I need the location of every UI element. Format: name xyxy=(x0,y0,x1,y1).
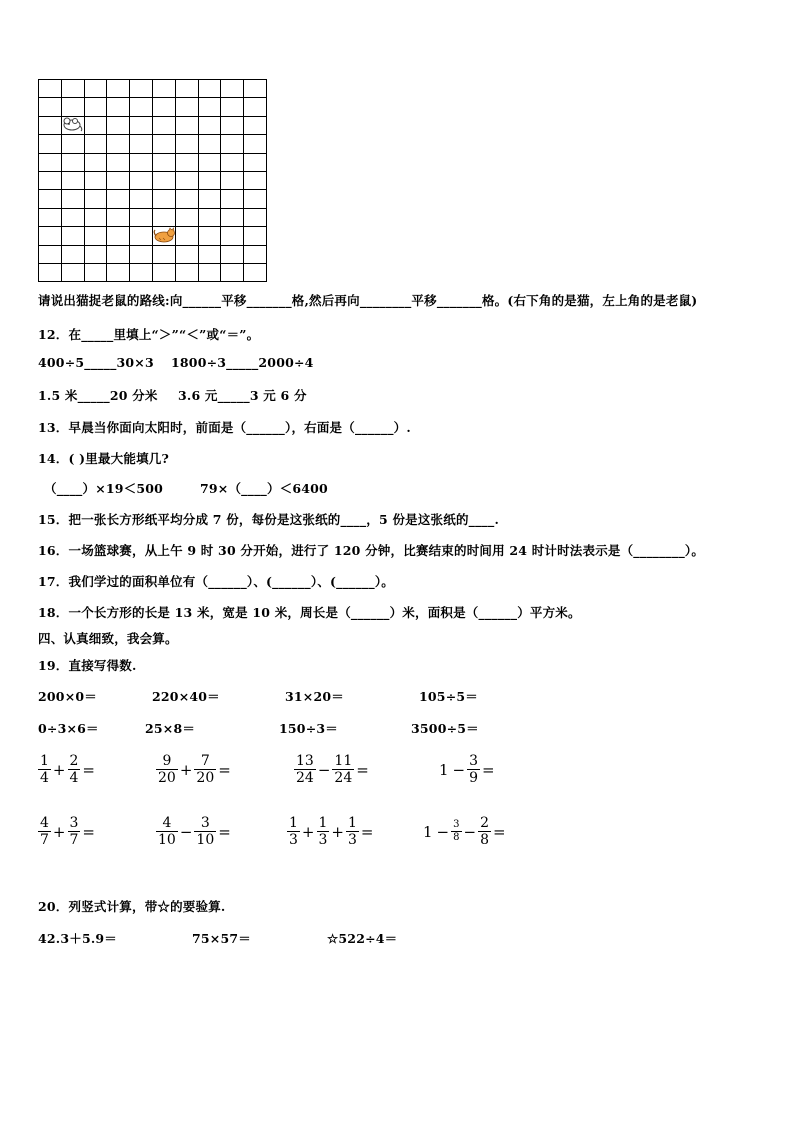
numerator: 3 xyxy=(469,753,479,769)
operator: − xyxy=(317,760,331,779)
numerator: 9 xyxy=(156,753,178,770)
grid-cell xyxy=(107,98,130,116)
grid-cell xyxy=(152,208,175,226)
fraction-expr-2 xyxy=(156,753,233,786)
denominator: 4 xyxy=(69,770,79,786)
q19-r2-c3: 150÷3＝ xyxy=(279,721,338,736)
grid-cell xyxy=(61,245,84,263)
grid-cell xyxy=(61,98,84,116)
grid-cell xyxy=(107,208,130,226)
grid-cell xyxy=(198,263,221,281)
equals-sign: = xyxy=(82,822,95,841)
numerator: 4 xyxy=(156,815,178,832)
q20-title: 20．列竖式计算，带☆的要验算. xyxy=(38,899,226,914)
grid-cell xyxy=(152,245,175,263)
grid-cell xyxy=(221,171,244,189)
equals-sign: = xyxy=(493,822,506,841)
q19-r2-c4: 3500÷5＝ xyxy=(411,721,479,736)
denominator: 24 xyxy=(334,770,353,786)
grid-cell xyxy=(130,263,153,281)
grid-cell xyxy=(39,116,62,134)
numerator: 3 xyxy=(194,815,216,832)
numerator: 13 xyxy=(296,753,314,769)
grid-cell xyxy=(198,135,221,153)
numerator: 1 xyxy=(348,815,357,831)
grid-cell xyxy=(61,227,84,245)
numerator: 3 xyxy=(453,819,460,830)
grid-cell xyxy=(244,80,267,98)
q20-item-2: 75×57＝ xyxy=(192,931,251,946)
grid-cell xyxy=(175,135,198,153)
grid-cell xyxy=(84,116,107,134)
grid-cell xyxy=(107,263,130,281)
equals-sign: = xyxy=(82,760,95,779)
q19-r1-c2: 220×40＝ xyxy=(152,689,220,704)
q20-item-1: 42.3＋5.9＝ xyxy=(38,931,117,946)
q16-time-question: 16．一场篮球赛，从上午 9 时 30 分开始，进行了 120 分钟，比赛结束的时间用 24 时计时法表示是（________）。 xyxy=(38,543,705,558)
denominator: 7 xyxy=(40,832,49,848)
grid-cell xyxy=(39,227,62,245)
operator: + xyxy=(179,760,193,779)
grid-cell xyxy=(244,208,267,226)
q12-row1-a: 400÷5_____30×3 xyxy=(38,355,154,370)
grid-cell xyxy=(175,116,198,134)
cat-icon xyxy=(152,227,176,244)
grid-cell xyxy=(152,171,175,189)
grid-cell xyxy=(84,98,107,116)
grid-cell xyxy=(221,153,244,171)
equals-sign: = xyxy=(218,760,231,779)
grid-cell xyxy=(175,208,198,226)
grid-cell xyxy=(175,190,198,208)
grid-cell xyxy=(221,227,244,245)
operator: − xyxy=(436,822,450,841)
grid-cell xyxy=(84,190,107,208)
grid-cell xyxy=(198,98,221,116)
operator: + xyxy=(52,822,66,841)
grid-cell xyxy=(198,153,221,171)
denominator: 10 xyxy=(158,832,176,848)
grid-cell xyxy=(130,245,153,263)
grid-cell xyxy=(130,171,153,189)
numerator: 2 xyxy=(480,815,489,831)
mouse-icon xyxy=(61,115,83,132)
grid-cell xyxy=(221,80,244,98)
fraction-expr-7 xyxy=(287,815,376,848)
grid-cell xyxy=(152,135,175,153)
denominator: 24 xyxy=(296,770,314,786)
denominator: 8 xyxy=(480,832,489,848)
denominator: 10 xyxy=(196,832,215,848)
equals-sign: = xyxy=(356,760,369,779)
numerator: 7 xyxy=(194,753,216,770)
grid-cell xyxy=(221,208,244,226)
grid-cell xyxy=(221,135,244,153)
denominator: 3 xyxy=(289,832,298,848)
q18-rectangle-question: 18．一个长方形的长是 13 米，宽是 10 米，周长是（______）米，面积是（______）平方米。 xyxy=(38,605,581,620)
grid-cell xyxy=(198,245,221,263)
denominator: 4 xyxy=(40,770,49,786)
q12-row2-a: 1.5 米_____20 分米 xyxy=(38,388,158,403)
q12-title: 12．在_____里填上“＞”“＜”或“＝”。 xyxy=(38,327,260,342)
grid-cell xyxy=(175,263,198,281)
denominator: 9 xyxy=(469,770,479,786)
grid-cell xyxy=(152,263,175,281)
grid-cell xyxy=(152,80,175,98)
grid-cell xyxy=(84,263,107,281)
grid-cell xyxy=(61,263,84,281)
grid-cell xyxy=(244,153,267,171)
grid-cell xyxy=(175,80,198,98)
q12-row1-b: 1800÷3_____2000÷4 xyxy=(171,355,314,370)
lead-number: 1 xyxy=(423,822,433,841)
grid-cell xyxy=(39,98,62,116)
grid-cell xyxy=(107,116,130,134)
q14-title: 14．( )里最大能填几? xyxy=(38,451,169,466)
grid-cell xyxy=(84,245,107,263)
operator: − xyxy=(463,822,477,841)
grid-cell xyxy=(221,263,244,281)
grid-cell xyxy=(244,227,267,245)
numerator: 3 xyxy=(69,815,79,831)
grid-cell xyxy=(221,190,244,208)
grid-cell xyxy=(244,263,267,281)
equals-sign: = xyxy=(482,760,495,779)
grid-cell xyxy=(107,245,130,263)
denominator: 8 xyxy=(453,832,460,843)
numerator: 4 xyxy=(40,815,49,831)
q12-row2-b: 3.6 元_____3 元 6 分 xyxy=(178,388,307,403)
grid-cell xyxy=(107,80,130,98)
grid-cell xyxy=(107,171,130,189)
grid-cell xyxy=(221,116,244,134)
grid-cell xyxy=(130,116,153,134)
grid-cell xyxy=(39,135,62,153)
grid-cell xyxy=(175,245,198,263)
grid-cell xyxy=(198,80,221,98)
numerator: 2 xyxy=(69,753,79,769)
numerator: 11 xyxy=(334,753,353,769)
fraction-expr-4 xyxy=(437,753,497,786)
grid-cell xyxy=(198,208,221,226)
grid-cell xyxy=(244,190,267,208)
q19-r1-c1: 200×0＝ xyxy=(38,689,97,704)
grid-cell xyxy=(130,190,153,208)
grid-cell xyxy=(175,171,198,189)
grid-cell xyxy=(107,135,130,153)
grid-cell xyxy=(39,245,62,263)
q19-r1-c4: 105÷5＝ xyxy=(419,689,478,704)
grid-cell xyxy=(39,171,62,189)
grid-cell xyxy=(130,227,153,245)
fraction-expr-6 xyxy=(156,815,233,848)
grid-cell xyxy=(244,98,267,116)
grid-cell xyxy=(198,171,221,189)
grid-cell xyxy=(152,153,175,171)
equals-sign: = xyxy=(218,822,231,841)
grid-cell xyxy=(152,116,175,134)
grid-cell xyxy=(130,208,153,226)
operator: − xyxy=(452,760,466,779)
grid-cell xyxy=(61,190,84,208)
q19-r2-c1: 0÷3×6＝ xyxy=(38,721,99,736)
grid-cell xyxy=(39,153,62,171)
grid-cell xyxy=(61,80,84,98)
section4-heading: 四、认真细致，我会算。 xyxy=(38,631,178,646)
q19-title: 19．直接写得数. xyxy=(38,658,137,673)
grid-cell xyxy=(175,227,198,245)
grid-cell xyxy=(130,153,153,171)
grid-cell xyxy=(152,98,175,116)
grid-cell xyxy=(244,171,267,189)
grid-cell xyxy=(244,245,267,263)
q17-area-units-question: 17．我们学过的面积单位有（______）、(______）、(______）。 xyxy=(38,574,394,589)
equals-sign: = xyxy=(360,822,374,841)
grid-cell xyxy=(84,80,107,98)
grid-cell xyxy=(61,208,84,226)
grid-cell xyxy=(221,98,244,116)
grid-cell xyxy=(198,190,221,208)
grid-cell xyxy=(39,190,62,208)
operator: + xyxy=(52,760,66,779)
grid-cell xyxy=(198,116,221,134)
q15-fraction-question: 15．把一张长方形纸平均分成 7 份，每份是这张纸的____，5 份是这张纸的____. xyxy=(38,512,499,527)
grid-cell xyxy=(130,98,153,116)
denominator: 7 xyxy=(69,832,79,848)
fraction-expr-1 xyxy=(38,753,97,786)
coordinate-grid xyxy=(38,79,267,282)
operator: + xyxy=(301,822,315,841)
grid-cell xyxy=(61,171,84,189)
grid-cell xyxy=(84,208,107,226)
grid-cell xyxy=(244,116,267,134)
grid-cell xyxy=(244,135,267,153)
grid-cell xyxy=(198,227,221,245)
fraction-expr-8 xyxy=(421,815,508,848)
denominator: 20 xyxy=(158,770,176,786)
grid-cell xyxy=(61,135,84,153)
q11-route-question: 请说出猫捉老鼠的路线:向______平移_______格,然后再向________平移_______格。(右下角的是猫，左上角的是老鼠) xyxy=(38,293,698,308)
grid-cell xyxy=(152,190,175,208)
grid-cell xyxy=(39,80,62,98)
grid-cell xyxy=(84,227,107,245)
grid-cell xyxy=(107,227,130,245)
lead-number: 1 xyxy=(439,760,449,779)
grid-cell xyxy=(221,245,244,263)
q14-a: （____）×19＜500 xyxy=(44,481,164,496)
numerator: 1 xyxy=(318,815,328,831)
operator: − xyxy=(179,822,193,841)
grid-cell xyxy=(84,171,107,189)
grid-cell xyxy=(130,80,153,98)
grid-cell xyxy=(107,190,130,208)
grid-cell xyxy=(107,153,130,171)
fraction-expr-5 xyxy=(38,815,97,848)
grid-cell xyxy=(84,135,107,153)
q19-r1-c3: 31×20＝ xyxy=(285,689,344,704)
q19-r2-c2: 25×8＝ xyxy=(145,721,196,736)
grid-cell xyxy=(39,208,62,226)
grid-cell xyxy=(175,153,198,171)
grid-cell xyxy=(175,98,198,116)
q13-direction-question: 13．早晨当你面向太阳时，前面是（______），右面是（______）. xyxy=(38,420,411,435)
denominator: 3 xyxy=(318,832,328,848)
q14-b: 79×（____）＜6400 xyxy=(200,481,328,496)
fraction-expr-3 xyxy=(294,753,371,786)
denominator: 3 xyxy=(348,832,357,848)
denominator: 20 xyxy=(196,770,215,786)
numerator: 1 xyxy=(289,815,298,831)
grid-cell xyxy=(61,153,84,171)
operator: + xyxy=(331,822,344,841)
numerator: 1 xyxy=(40,753,49,769)
grid-cell xyxy=(39,263,62,281)
grid-cell xyxy=(84,153,107,171)
q20-item-3: ☆522÷4＝ xyxy=(327,931,398,946)
grid-cell xyxy=(130,135,153,153)
